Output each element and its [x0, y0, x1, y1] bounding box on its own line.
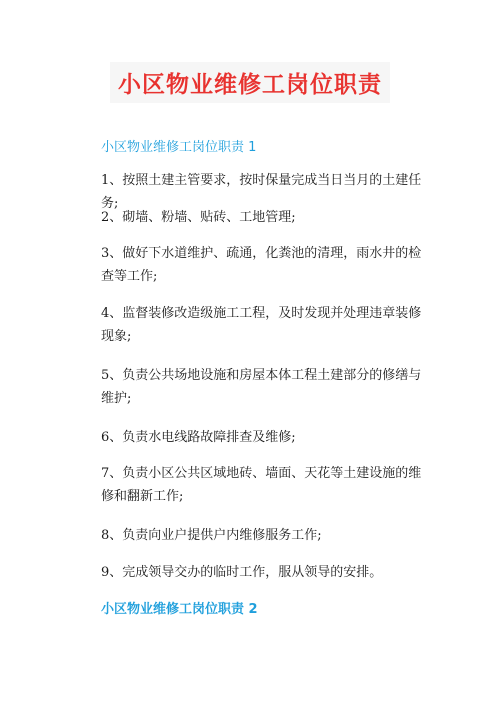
list-item: 1、按照土建主管要求，按时保量完成当日当月的土建任务; [101, 173, 422, 211]
list-item: 2、砌墙、粉墙、贴砖、工地管理; [101, 210, 296, 225]
list-item: 5、负责公共场地设施和房屋本体工程土建部分的修缮与维护; [101, 368, 422, 406]
list-item: 4、监督装修改造级施工工程，及时发现并处理违章装修现象; [101, 306, 422, 344]
list-item: 9、完成领导交办的临时工作，服从领导的安排。 [101, 565, 383, 580]
section-heading-2: 小区物业维修工岗位职责 2 [101, 602, 258, 617]
title-container [0, 62, 500, 103]
page-title: 小区物业维修工岗位职责 [110, 62, 390, 103]
list-item: 8、负责向业户提供户内维修服务工作; [101, 528, 322, 543]
section-heading-1: 小区物业维修工岗位职责 1 [101, 140, 257, 155]
list-item: 3、做好下水道维护、疏通，化粪池的清理，雨水井的检查等工作; [101, 246, 422, 284]
list-item: 6、负责水电线路故障排查及维修; [101, 430, 296, 445]
list-item: 7、负责小区公共区域地砖、墙面、天花等土建设施的维修和翻新工作; [101, 466, 422, 504]
